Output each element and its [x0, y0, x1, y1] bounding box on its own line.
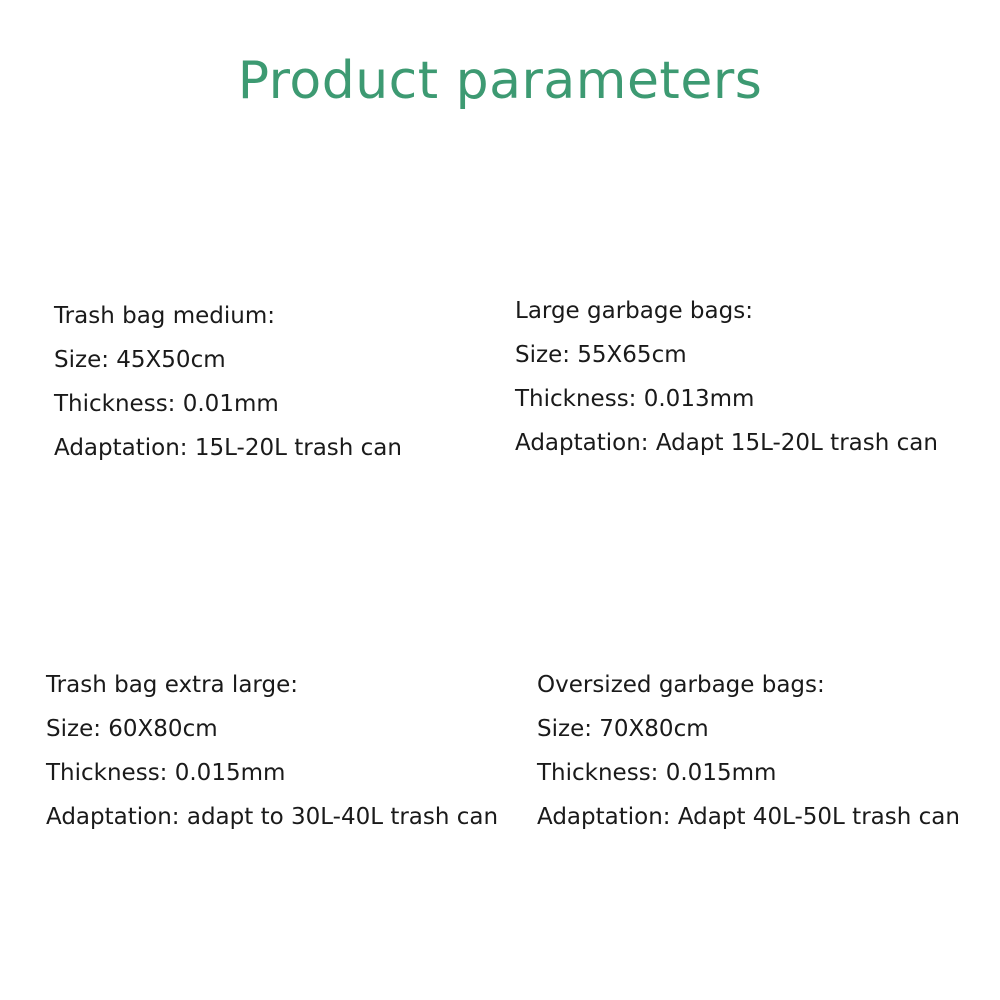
product-adaptation: Adaptation: Adapt 15L-20L trash can: [515, 430, 938, 456]
product-size: Size: 70X80cm: [537, 716, 709, 742]
product-name: Oversized garbage bags:: [537, 672, 825, 698]
product-thickness: Thickness: 0.013mm: [515, 386, 755, 412]
product-name: Trash bag extra large:: [46, 672, 298, 698]
product-size: Size: 45X50cm: [54, 347, 226, 373]
product-name: Large garbage bags:: [515, 298, 753, 324]
product-size: Size: 55X65cm: [515, 342, 687, 368]
product-size: Size: 60X80cm: [46, 716, 218, 742]
product-spec-oversized: [537, 663, 960, 839]
product-adaptation: Adaptation: 15L-20L trash can: [54, 435, 402, 461]
product-spec-large: [515, 289, 938, 465]
product-name: Trash bag medium:: [54, 303, 275, 329]
product-thickness: Thickness: 0.015mm: [46, 760, 286, 786]
product-adaptation: Adaptation: Adapt 40L-50L trash can: [537, 804, 960, 830]
product-thickness: Thickness: 0.01mm: [54, 391, 279, 417]
product-adaptation: Adaptation: adapt to 30L-40L trash can: [46, 804, 499, 830]
product-spec-extra-large: [46, 663, 498, 839]
product-thickness: Thickness: 0.015mm: [537, 760, 777, 786]
page-title: Product parameters: [237, 51, 763, 111]
product-spec-medium: [54, 294, 402, 470]
